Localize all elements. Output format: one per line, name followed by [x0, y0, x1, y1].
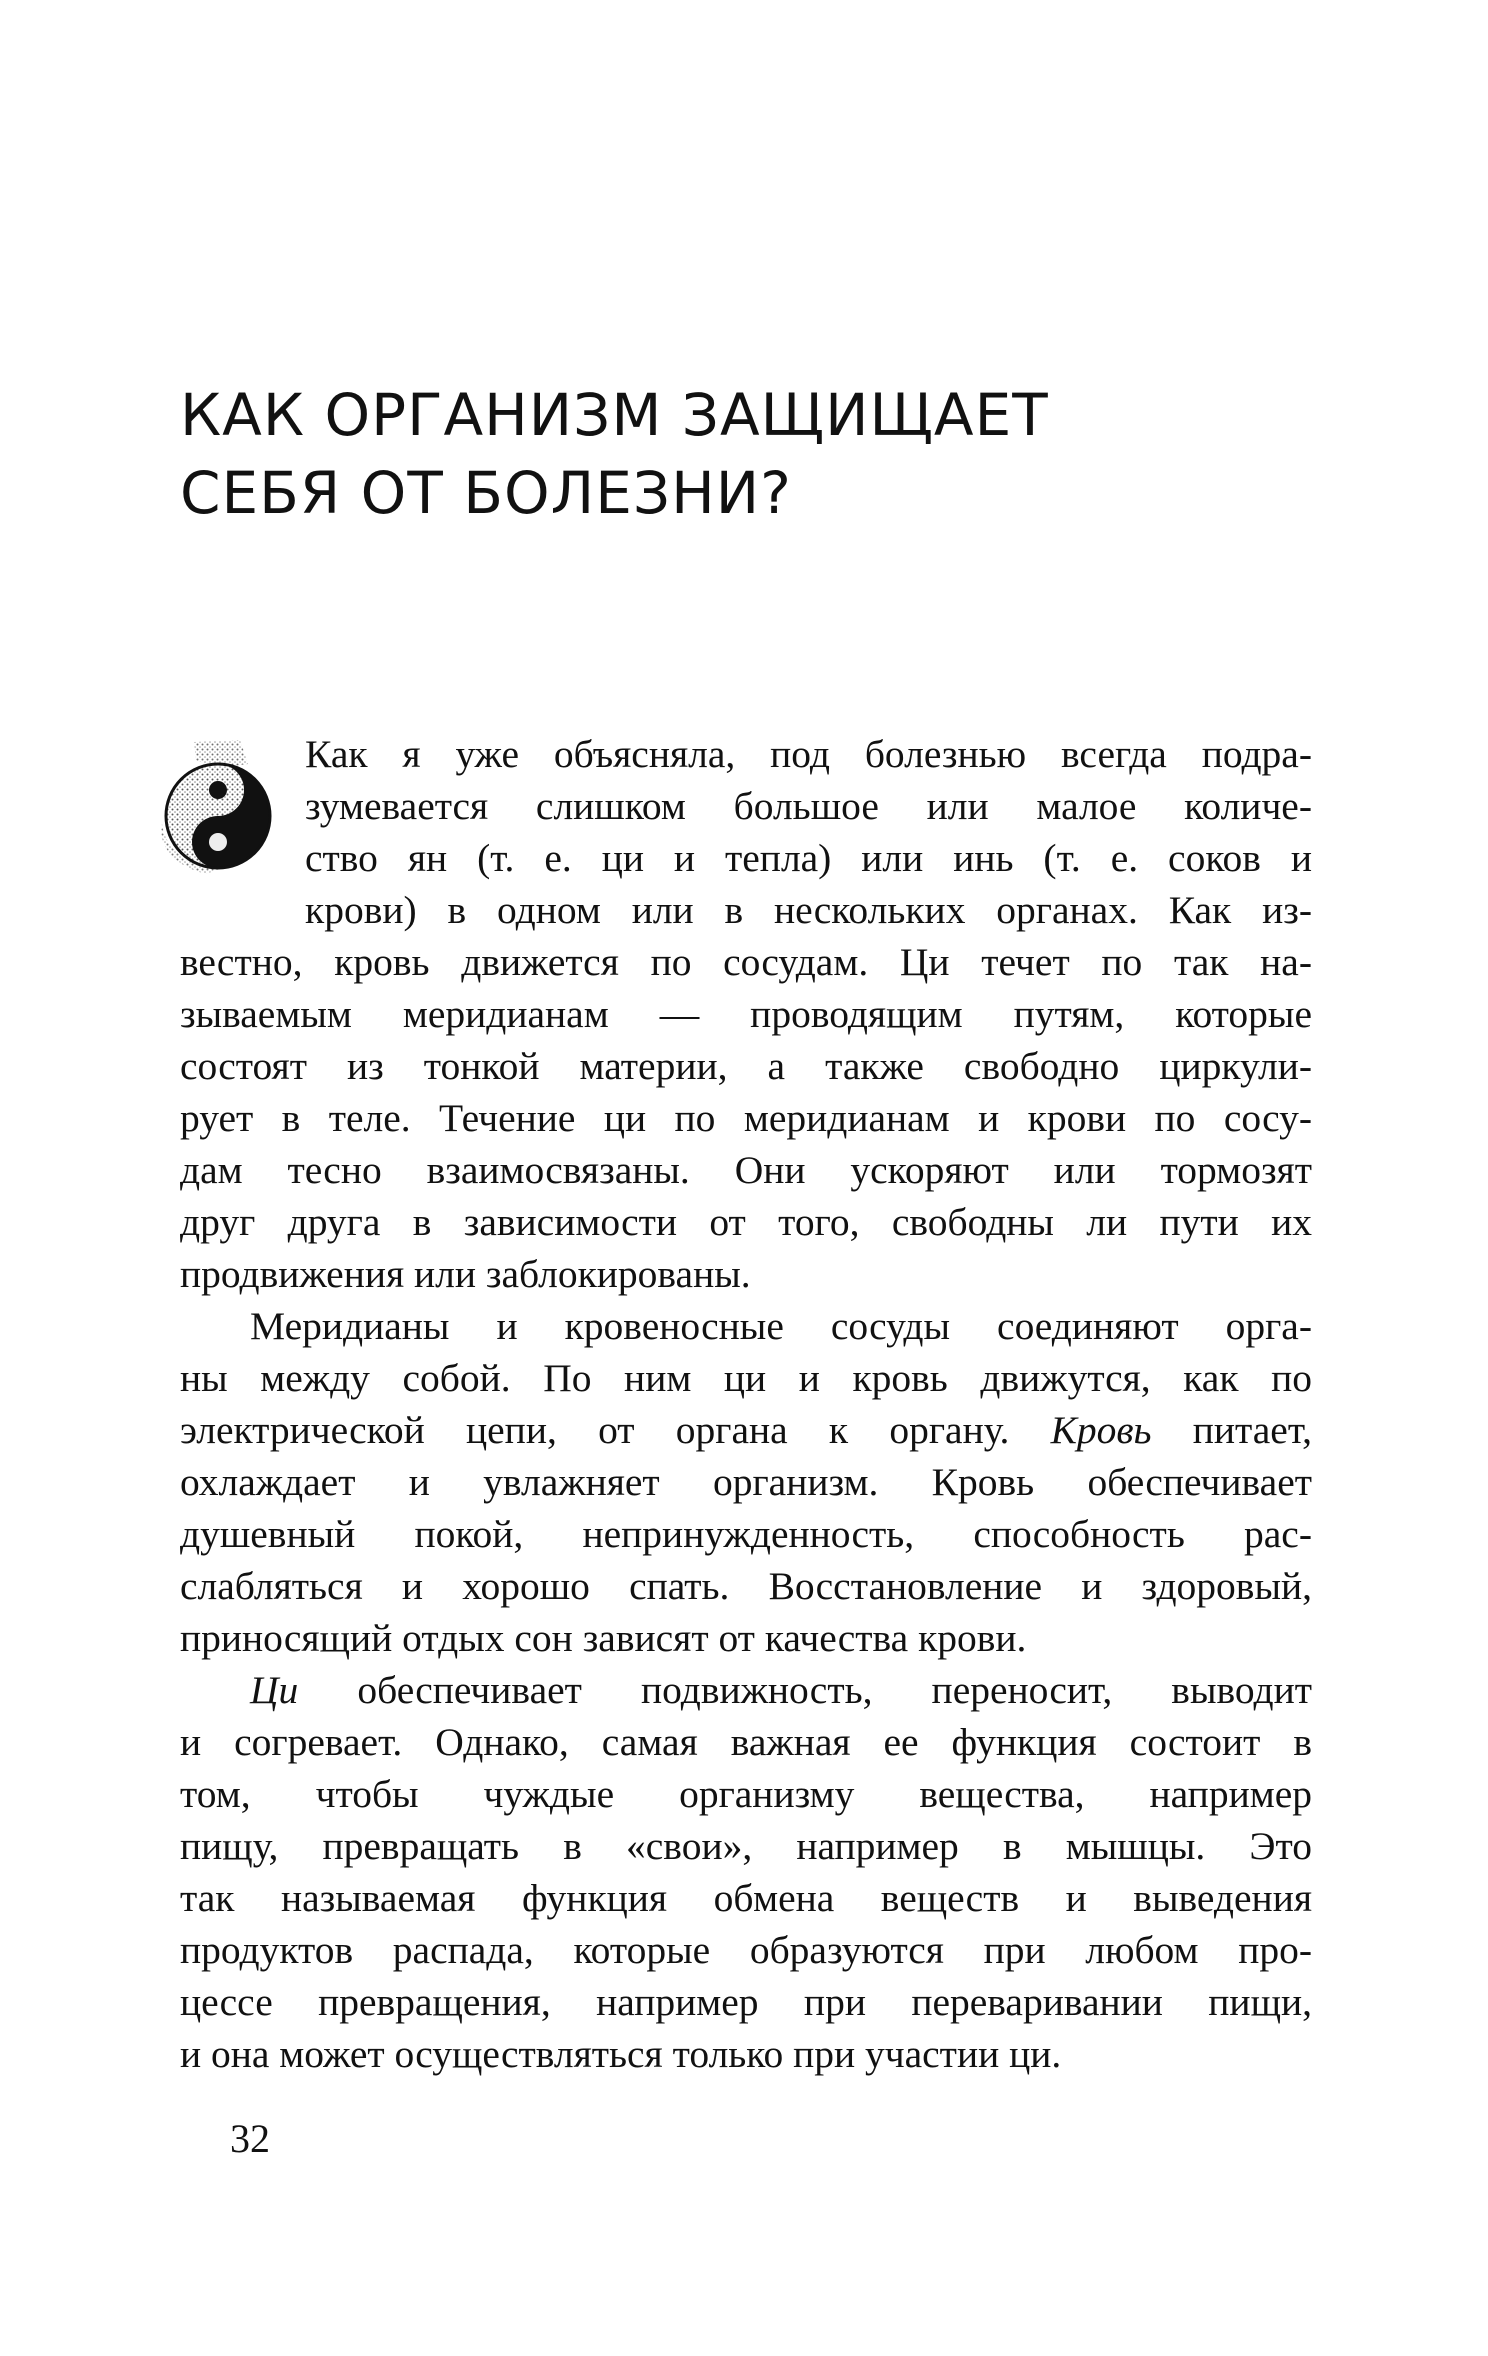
text-line: цессе превращения, например при переваривании пищи,	[180, 1980, 1312, 2024]
text-line: слабляться и хорошо спать. Восстановление и здоровый,	[180, 1564, 1312, 1608]
text-line: и она может осуществляться только при участии ци.	[180, 2032, 1062, 2076]
text-line: пищу, превращать в «свои», например в мышцы. Это	[180, 1824, 1312, 1868]
page-number: 32	[230, 2116, 270, 2161]
chapter-title	[180, 376, 1049, 532]
paragraph-1	[180, 728, 1312, 1300]
text-line: друг друга в зависимости от того, свободны ли пути их	[180, 1200, 1312, 1244]
text-line: так называемая функция обмена веществ и выведения	[180, 1876, 1312, 1920]
chapter-title-line-2: СЕБЯ ОТ БОЛЕЗНИ?	[180, 459, 792, 527]
emphasis-text: Ци	[250, 1668, 299, 1712]
text-line: и согревает. Однако, самая важная ее функция состоит в	[180, 1720, 1312, 1764]
chapter-title-line-1: КАК ОРГАНИЗМ ЗАЩИЩАЕТ	[180, 381, 1049, 449]
text-line: состоят из тонкой материи, а также свободно циркули-	[180, 1044, 1312, 1088]
text-run: питает,	[1151, 1408, 1312, 1452]
text-line: зумевается слишком большое или малое количе-	[305, 784, 1312, 828]
text-line: дам тесно взаимосвязаны. Они ускоряют или тормозят	[180, 1148, 1312, 1192]
text-line: зываемым меридианам — проводящим путям, которые	[180, 992, 1312, 1036]
text-line: продвижения или заблокированы.	[180, 1252, 751, 1296]
text-line: крови) в одном или в нескольких органах. Как из-	[305, 888, 1312, 932]
text-run: электрической цепи, от органа к органу.	[180, 1408, 1051, 1452]
text-line: рует в теле. Течение ци по меридианам и крови по сосу-	[180, 1096, 1312, 1140]
text-line: продуктов распада, которые образуются при любом про-	[180, 1928, 1312, 1972]
text-line-mixed	[180, 1664, 1312, 1716]
text-line-mixed	[180, 1404, 1312, 1456]
text-line: том, чтобы чуждые организму вещества, например	[180, 1772, 1312, 1816]
paragraph-2	[180, 1300, 1312, 1664]
text-line: Как я уже объясняла, под болезнью всегда подра-	[305, 732, 1312, 776]
text-line: душевный покой, непринужденность, способность рас-	[180, 1512, 1312, 1556]
text-line: ство ян (т. е. ци и тепла) или инь (т. е. соков и	[305, 836, 1312, 880]
text-line: охлаждает и увлажняет организм. Кровь обеспечивает	[180, 1460, 1312, 1504]
text-line: Меридианы и кровеносные сосуды соединяют орга-	[250, 1304, 1312, 1348]
emphasis-text: Кровь	[1050, 1408, 1152, 1452]
text-run: обеспечивает подвижность, переносит, выводит	[298, 1668, 1312, 1712]
body-text	[180, 728, 1312, 2080]
text-line: ны между собой. По ним ци и кровь движутся, как по	[180, 1356, 1312, 1400]
text-line: вестно, кровь движется по сосудам. Ци течет по так на-	[180, 940, 1312, 984]
paragraph-3	[180, 1664, 1312, 2080]
text-line: приносящий отдых сон зависят от качества крови.	[180, 1616, 1027, 1660]
